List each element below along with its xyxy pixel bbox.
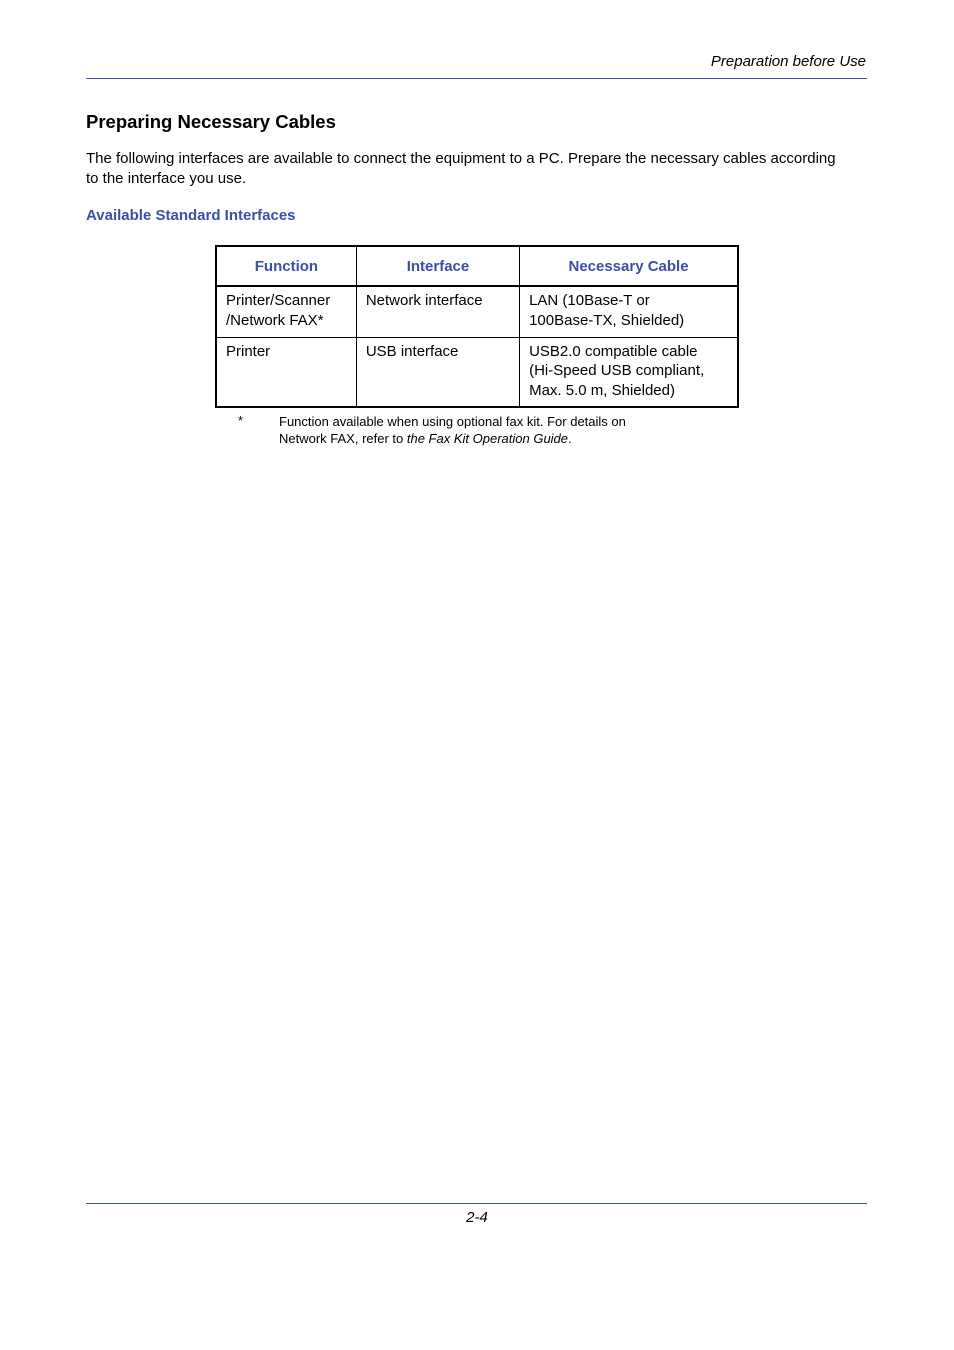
footnote-suffix: .	[568, 431, 572, 446]
table-cell-interface: Network interface	[356, 286, 519, 337]
table-cell-function: Printer/Scanner /Network FAX*	[216, 286, 356, 337]
column-header-interface: Interface	[356, 246, 519, 286]
footnote-guide-title: the Fax Kit Operation Guide	[406, 431, 569, 446]
header-rule	[86, 78, 867, 79]
subsection-title: Available Standard Interfaces	[86, 207, 296, 224]
footnote-line-2-prefix: Network FAX, refer to	[279, 431, 407, 446]
table-cell-cable: USB2.0 compatible cable (Hi-Speed USB compliant, Max. 5.0 m, Shielded)	[520, 337, 738, 407]
footnote-line-1: Function available when using optional fax kit. For details on	[279, 414, 626, 429]
interfaces-table	[215, 245, 739, 408]
table-cell-interface: USB interface	[356, 337, 519, 407]
column-header-necessary-cable: Necessary Cable	[520, 246, 738, 286]
column-header-function: Function	[216, 246, 356, 286]
section-title: Preparing Necessary Cables	[86, 111, 336, 132]
running-header: Preparation before Use	[710, 53, 866, 70]
table-row	[216, 286, 738, 337]
footnote-mark: *	[238, 413, 244, 428]
intro-paragraph: The following interfaces are available to connect the equipment to a PC. Prepare the necessary cables according to the interface you use.	[86, 150, 836, 187]
page-number: 2-4	[466, 1209, 488, 1226]
table-row	[216, 337, 738, 407]
footnote	[279, 413, 699, 447]
table-cell-function: Printer	[216, 337, 356, 407]
footer-rule	[86, 1203, 867, 1204]
table-cell-cable: LAN (10Base-T or 100Base-TX, Shielded)	[520, 286, 738, 337]
table-header-row	[216, 246, 738, 286]
